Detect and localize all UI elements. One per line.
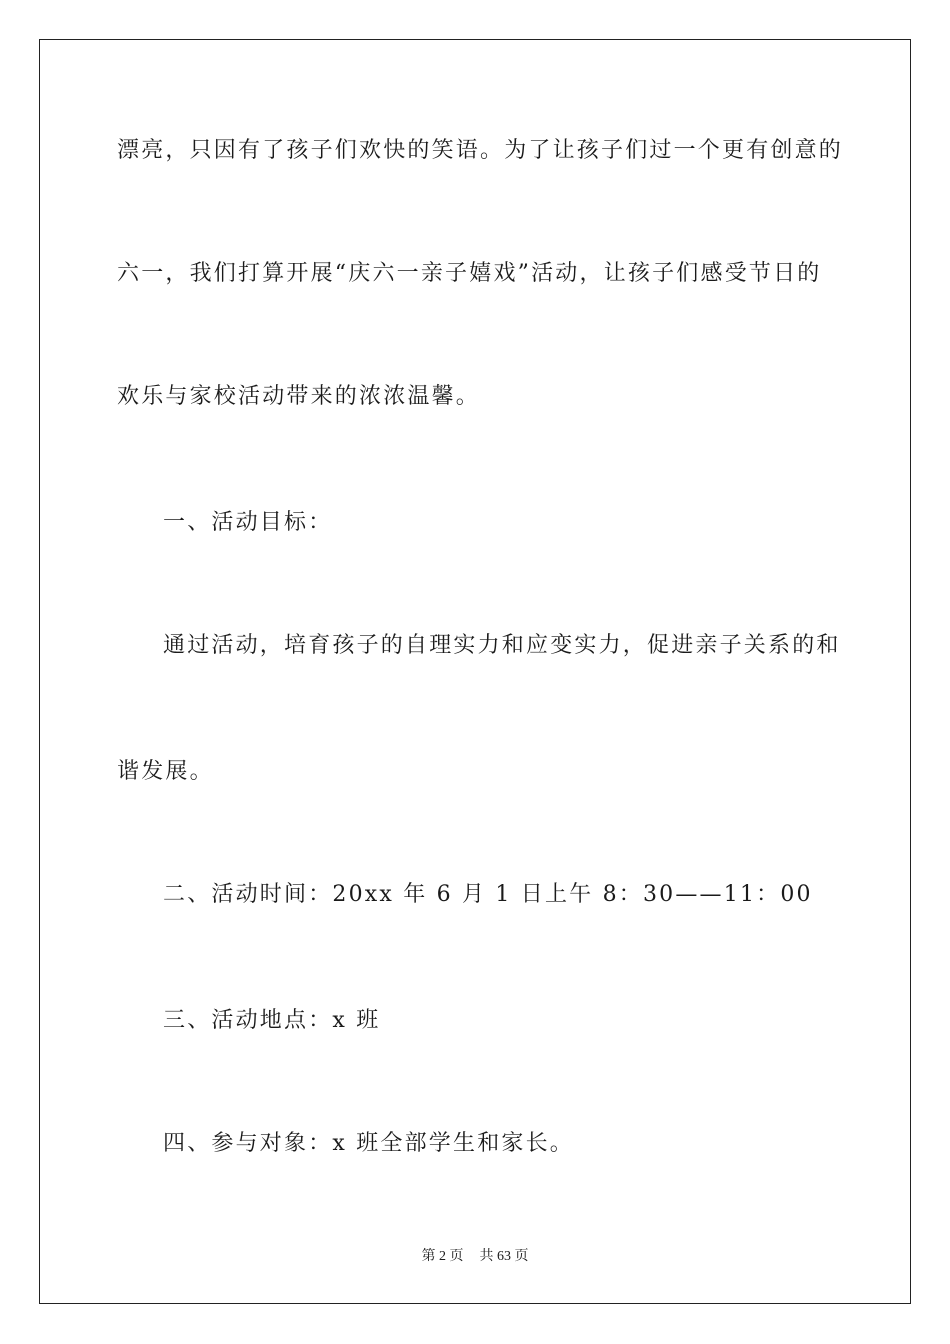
page-number: 第 2 页 — [421, 1249, 464, 1264]
page-footer — [0, 1247, 950, 1267]
section-heading-participants: 四、参与对象：x 班全部学生和家长。 — [163, 1131, 575, 1156]
section-heading-time: 二、活动时间：20xx 年 6 月 1 日上午 8：30——11：00 — [163, 882, 813, 907]
body-line-1: 漂亮，只因有了孩子们欢快的笑语。为了让孩子们过一个更有创意的 — [117, 138, 844, 163]
page-border — [39, 39, 911, 1304]
body-line-2: 六一，我们打算开展“庆六一亲子嬉戏”活动，让孩子们感受节日的 — [117, 261, 822, 286]
section-heading-goals: 一、活动目标： — [163, 510, 333, 535]
body-line-3: 欢乐与家校活动带来的浓浓温馨。 — [117, 384, 481, 409]
body-line-goals: 通过活动，培育孩子的自理实力和应变实力，促进亲子关系的和 — [163, 633, 841, 658]
page-total: 共 63 页 — [479, 1249, 529, 1264]
body-line-goals-cont: 谐发展。 — [117, 759, 214, 784]
section-heading-location: 三、活动地点：x 班 — [163, 1008, 381, 1033]
